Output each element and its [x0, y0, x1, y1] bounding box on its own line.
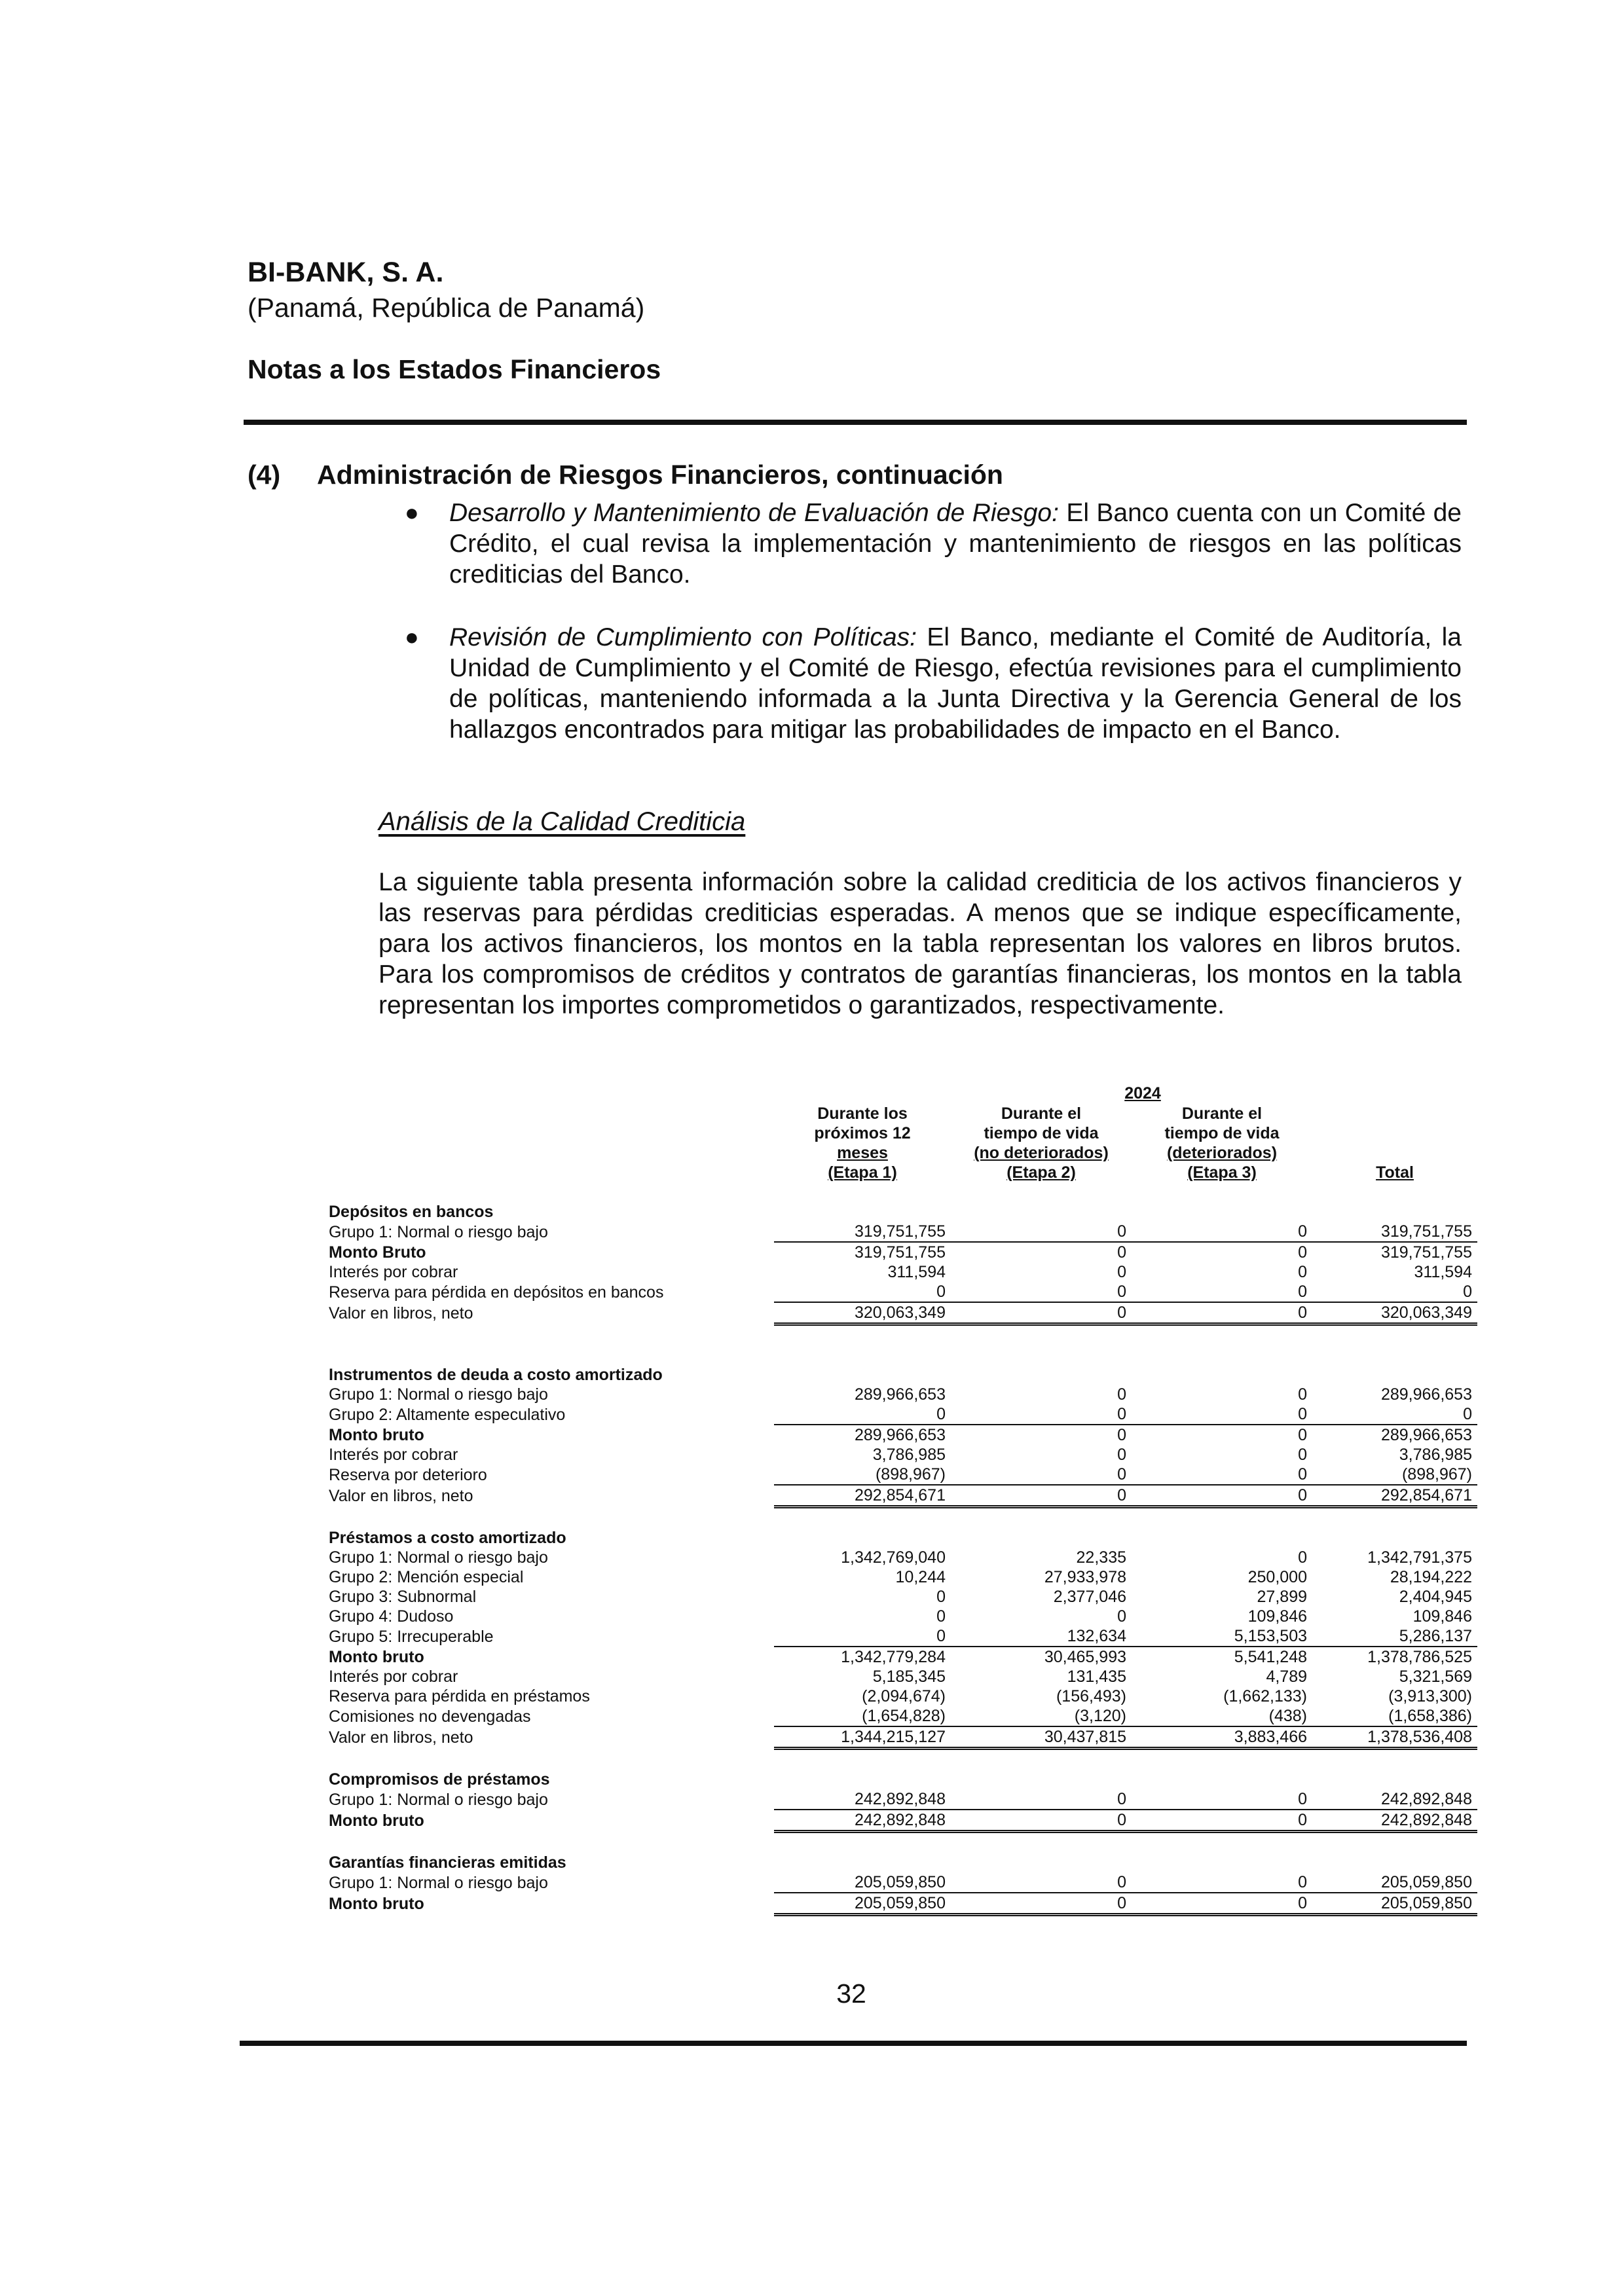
- cell-stage2: 0: [1117, 1426, 1126, 1444]
- bullet-policy-compliance: [449, 622, 1462, 745]
- row-label: Grupo 1: Normal o riesgo bajo: [329, 1385, 548, 1404]
- cell-stage1: 292,854,671: [774, 1485, 951, 1507]
- cell-total: 205,059,850: [1312, 1893, 1477, 1915]
- cell-total: (3,913,300): [1388, 1687, 1472, 1705]
- header-text: Durante el: [1181, 1104, 1263, 1123]
- cell-stage2: 0: [951, 1282, 1132, 1302]
- row-label: Grupo 4: Dudoso: [329, 1607, 454, 1626]
- cell-total: 205,059,850: [1312, 1872, 1477, 1893]
- cell-stage2: 0: [1117, 1607, 1126, 1626]
- cell-stage2: 0: [1117, 1446, 1126, 1464]
- cell-stage3: 0: [1132, 1222, 1312, 1242]
- row-label: Grupo 3: Subnormal: [329, 1588, 477, 1606]
- cell-stage2: 2,377,046: [1053, 1588, 1126, 1606]
- cell-total: 3,786,985: [1399, 1446, 1472, 1464]
- table-row: [327, 1302, 1477, 1324]
- table-row: [327, 1222, 1477, 1242]
- cell-stage3: 0: [1298, 1385, 1307, 1404]
- cell-total: 5,321,569: [1399, 1667, 1472, 1686]
- cell-stage1: 0: [774, 1626, 951, 1647]
- credit-quality-table: [327, 1104, 1477, 1916]
- section-row: [327, 1853, 1477, 1872]
- cell-total: 292,854,671: [1312, 1485, 1477, 1507]
- cell-stage2: 30,465,993: [1044, 1648, 1126, 1666]
- cell-stage3: 3,883,466: [1132, 1726, 1312, 1749]
- table-row: [327, 1647, 1477, 1667]
- row-label: Valor en libros, neto: [329, 1728, 473, 1747]
- cell-stage2: 0: [951, 1222, 1132, 1242]
- row-label: Grupo 1: Normal o riesgo bajo: [329, 1548, 548, 1567]
- header-stage3: [1132, 1104, 1312, 1182]
- cell-stage2: 0: [951, 1465, 1132, 1485]
- table-year: 2024: [1124, 1084, 1161, 1102]
- cell-total: 1,342,791,375: [1367, 1548, 1472, 1567]
- cell-total: 319,751,755: [1380, 1243, 1472, 1262]
- table-row: [327, 1872, 1477, 1893]
- cell-stage1: 0: [774, 1282, 951, 1302]
- table-row: [327, 1385, 1477, 1404]
- cell-stage1: 5,185,345: [872, 1667, 946, 1686]
- header-text: Durante el: [1001, 1104, 1082, 1123]
- cell-stage1: 10,244: [895, 1568, 946, 1586]
- cell-stage2: 0: [1117, 1243, 1126, 1262]
- cell-stage3: 0: [1298, 1243, 1307, 1262]
- table-row: [327, 1485, 1477, 1507]
- table-row: [327, 1667, 1477, 1686]
- cell-stage1: 319,751,755: [774, 1222, 951, 1242]
- section-title: Administración de Riesgos Financieros, continuación: [317, 460, 1003, 490]
- bullet-risk-evaluation: [449, 498, 1462, 590]
- cell-stage2: 0: [951, 1302, 1132, 1324]
- section-title: Compromisos de préstamos: [329, 1770, 550, 1789]
- row-label: Grupo 2: Mención especial: [329, 1568, 524, 1586]
- section-title: Préstamos a costo amortizado: [329, 1529, 566, 1547]
- row-label: Reserva para pérdida en depósitos en bancos: [329, 1283, 664, 1302]
- cell-total: 311,594: [1414, 1263, 1472, 1281]
- cell-stage3: (1,662,133): [1223, 1687, 1307, 1705]
- cell-total: 0: [1312, 1404, 1477, 1425]
- cell-total: (1,658,386): [1312, 1706, 1477, 1726]
- cell-stage1: 311,594: [887, 1263, 946, 1281]
- credit-quality-heading: Análisis de la Calidad Crediticia: [378, 807, 746, 836]
- cell-stage2: 0: [951, 1893, 1132, 1915]
- cell-stage2: 132,634: [951, 1626, 1132, 1647]
- cell-stage2: 0: [1117, 1263, 1126, 1281]
- table-row: [327, 1282, 1477, 1302]
- cell-stage1: 205,059,850: [774, 1893, 951, 1915]
- cell-total: 109,846: [1412, 1607, 1472, 1626]
- row-label: Grupo 5: Irrecuperable: [329, 1627, 494, 1646]
- cell-stage3: 27,899: [1257, 1588, 1307, 1606]
- header-text: (Etapa 1): [828, 1163, 897, 1182]
- table-row: [327, 1810, 1477, 1832]
- header-stage2: [951, 1104, 1132, 1182]
- cell-stage3: 5,153,503: [1132, 1626, 1312, 1647]
- row-label: Monto bruto: [329, 1894, 424, 1913]
- row-label: Grupo 2: Altamente especulativo: [329, 1405, 566, 1424]
- row-label: Interés por cobrar: [329, 1446, 458, 1464]
- section-row: [327, 1202, 1477, 1222]
- bullet-lead: Revisión de Cumplimiento con Políticas:: [449, 623, 917, 651]
- table-row: [327, 1548, 1477, 1567]
- row-label: Monto bruto: [329, 1647, 424, 1666]
- cell-stage1: 1,344,215,127: [774, 1726, 951, 1749]
- cell-stage3: 5,541,248: [1234, 1648, 1307, 1666]
- cell-stage1: 205,059,850: [774, 1872, 951, 1893]
- row-label: Valor en libros, neto: [329, 1486, 473, 1505]
- cell-stage1: (1,654,828): [774, 1706, 951, 1726]
- cell-stage2: 0: [951, 1810, 1132, 1832]
- table-row: [327, 1607, 1477, 1626]
- bullet-icon: ●: [405, 623, 419, 650]
- bullet-text: El Banco cuenta con un Comité de Crédito, el cual revisa la implementación y mantenimiento de riesgos en las políticas crediticias del Banco.: [449, 499, 1462, 589]
- header-total: [1312, 1104, 1477, 1182]
- cell-stage3: 0: [1132, 1282, 1312, 1302]
- row-label: Grupo 1: Normal o riesgo bajo: [329, 1790, 548, 1809]
- cell-stage3: 0: [1132, 1810, 1312, 1832]
- cell-stage1: 1,342,769,040: [841, 1548, 946, 1567]
- cell-stage2: 0: [1117, 1385, 1126, 1404]
- cell-stage3: (438): [1132, 1706, 1312, 1726]
- cell-stage3: 0: [1298, 1548, 1307, 1567]
- cell-stage1: 242,892,848: [774, 1810, 951, 1832]
- section-title: Depósitos en bancos: [329, 1203, 494, 1221]
- table-row: [327, 1445, 1477, 1465]
- table-header-row: [327, 1104, 1477, 1182]
- cell-stage2: 0: [951, 1404, 1132, 1425]
- table-row: [327, 1404, 1477, 1425]
- spacer-row: [327, 1182, 1477, 1202]
- cell-total: 2,404,945: [1399, 1588, 1472, 1606]
- cell-stage2: (156,493): [1056, 1687, 1126, 1705]
- cell-total: 320,063,349: [1312, 1302, 1477, 1324]
- cell-total: 0: [1312, 1282, 1477, 1302]
- cell-total: 5,286,137: [1312, 1626, 1477, 1647]
- table-row: [327, 1567, 1477, 1587]
- table-row: [327, 1686, 1477, 1706]
- row-label: Grupo 1: Normal o riesgo bajo: [329, 1222, 548, 1241]
- top-divider: [244, 420, 1467, 425]
- table-row: [327, 1262, 1477, 1282]
- cell-stage1: 242,892,848: [774, 1789, 951, 1810]
- cell-stage3: 0: [1132, 1485, 1312, 1507]
- row-label: Monto bruto: [329, 1811, 424, 1830]
- header-text: tiempo de vida: [984, 1124, 1099, 1142]
- header-text: (no deteriorados): [974, 1144, 1109, 1162]
- section-row: [327, 1528, 1477, 1548]
- row-label: Comisiones no devengadas: [329, 1707, 531, 1726]
- company-name: BI-BANK, S. A.: [248, 257, 444, 288]
- cell-stage1: 319,751,755: [854, 1243, 946, 1262]
- cell-stage1: 289,966,653: [854, 1426, 946, 1444]
- cell-stage3: 0: [1298, 1263, 1307, 1281]
- cell-total: 289,966,653: [1380, 1385, 1472, 1404]
- table-row: [327, 1626, 1477, 1647]
- header-text: tiempo de vida: [1164, 1124, 1280, 1142]
- cell-total: 1,378,786,525: [1367, 1648, 1472, 1666]
- company-location: (Panamá, República de Panamá): [248, 293, 645, 323]
- cell-stage1: 0: [774, 1404, 951, 1425]
- row-label: Interés por cobrar: [329, 1263, 458, 1281]
- row-label: Valor en libros, neto: [329, 1303, 473, 1322]
- cell-stage2: 131,435: [1067, 1667, 1126, 1686]
- section-number: (4): [248, 460, 281, 490]
- cell-total: 319,751,755: [1312, 1222, 1477, 1242]
- bullet-lead: Desarrollo y Mantenimiento de Evaluación de Riesgo:: [449, 499, 1059, 527]
- section-row: [327, 1365, 1477, 1385]
- row-label: Interés por cobrar: [329, 1667, 458, 1686]
- header-text: Durante los: [817, 1104, 908, 1123]
- section-title: Garantías financieras emitidas: [329, 1853, 566, 1872]
- row-label: Monto bruto: [329, 1425, 424, 1444]
- cell-total: 28,194,222: [1390, 1568, 1472, 1586]
- cell-stage3: 4,789: [1266, 1667, 1307, 1686]
- cell-stage3: 0: [1132, 1302, 1312, 1324]
- document-title: Notas a los Estados Financieros: [248, 354, 661, 384]
- cell-stage1: 320,063,349: [774, 1302, 951, 1324]
- cell-stage3: 250,000: [1247, 1568, 1307, 1586]
- bullet-icon: ●: [405, 499, 419, 526]
- header-text: meses: [837, 1144, 888, 1162]
- cell-stage1: 1,342,779,284: [841, 1648, 946, 1666]
- row-label: Reserva por deterioro: [329, 1465, 487, 1484]
- cell-stage1: 0: [936, 1588, 946, 1606]
- header-stage1: [774, 1104, 951, 1182]
- table-row: [327, 1242, 1477, 1262]
- table-row: [327, 1425, 1477, 1445]
- table-row: [327, 1587, 1477, 1607]
- cell-stage2: 30,437,815: [951, 1726, 1132, 1749]
- cell-stage2: (3,120): [951, 1706, 1132, 1726]
- bottom-divider: [240, 2041, 1467, 2046]
- cell-stage3: 0: [1132, 1404, 1312, 1425]
- cell-total: (898,967): [1312, 1465, 1477, 1485]
- spacer-row: [327, 1507, 1477, 1529]
- row-label: Reserva para pérdida en préstamos: [329, 1687, 590, 1705]
- cell-stage3: 0: [1132, 1465, 1312, 1485]
- cell-stage1: (2,094,674): [862, 1687, 946, 1705]
- header-text: próximos 12: [814, 1124, 911, 1142]
- cell-stage3: 0: [1298, 1446, 1307, 1464]
- cell-stage1: 0: [936, 1607, 946, 1626]
- cell-stage3: 109,846: [1247, 1607, 1307, 1626]
- cell-stage2: 0: [951, 1872, 1132, 1893]
- header-text: (Etapa 3): [1187, 1163, 1257, 1182]
- cell-total: 242,892,848: [1312, 1810, 1477, 1832]
- header-text: (Etapa 2): [1006, 1163, 1076, 1182]
- header-text: (deteriorados): [1166, 1144, 1278, 1162]
- cell-stage1: 289,966,653: [854, 1385, 946, 1404]
- table-row: [327, 1789, 1477, 1810]
- cell-stage1: 3,786,985: [872, 1446, 946, 1464]
- cell-stage1: (898,967): [774, 1465, 951, 1485]
- credit-quality-paragraph: La siguiente tabla presenta información sobre la calidad crediticia de los activos financieros y las reservas para pérdidas crediticias esperadas. A menos que se indique específicamente, para los activos financieros, los montos en la tabla representan los valores en libros brutos. Para los compromisos de créditos y contratos de garantías financieras, los montos en la tabla representan los importes comprometidos o garantizados, respectivamente.: [378, 868, 1462, 1019]
- header-text: Total: [1376, 1163, 1414, 1182]
- cell-total: 1,378,536,408: [1312, 1726, 1477, 1749]
- table-row: [327, 1726, 1477, 1749]
- spacer-row: [327, 1324, 1477, 1366]
- cell-total: 242,892,848: [1312, 1789, 1477, 1810]
- cell-stage3: 0: [1132, 1893, 1312, 1915]
- table-row: [327, 1893, 1477, 1915]
- table-row: [327, 1465, 1477, 1485]
- spacer-row: [327, 1832, 1477, 1853]
- cell-stage2: 0: [951, 1485, 1132, 1507]
- cell-stage3: 0: [1132, 1789, 1312, 1810]
- row-label: Monto Bruto: [329, 1243, 426, 1262]
- page-number: 32: [836, 1978, 866, 2009]
- cell-stage2: 0: [951, 1789, 1132, 1810]
- row-label: Grupo 1: Normal o riesgo bajo: [329, 1873, 548, 1892]
- cell-stage2: 22,335: [1076, 1548, 1126, 1567]
- spacer-row: [327, 1749, 1477, 1770]
- cell-stage3: 0: [1132, 1872, 1312, 1893]
- section-title: Instrumentos de deuda a costo amortizado: [329, 1366, 663, 1384]
- cell-stage3: 0: [1298, 1426, 1307, 1444]
- table-row: [327, 1706, 1477, 1726]
- section-row: [327, 1770, 1477, 1789]
- header-label-col: [327, 1104, 774, 1182]
- cell-stage2: 27,933,978: [1044, 1568, 1126, 1586]
- cell-total: 289,966,653: [1380, 1426, 1472, 1444]
- bullet-text: El Banco, mediante el Comité de Auditoría, la Unidad de Cumplimiento y el Comité de Riesgo, efectúa revisiones para el cumplimiento de políticas, manteniendo informada a la Junta Directiva y la Gerencia General de los hallazgos encontrados para mitigar las probabilidades de impacto en el Banco.: [449, 623, 1462, 744]
